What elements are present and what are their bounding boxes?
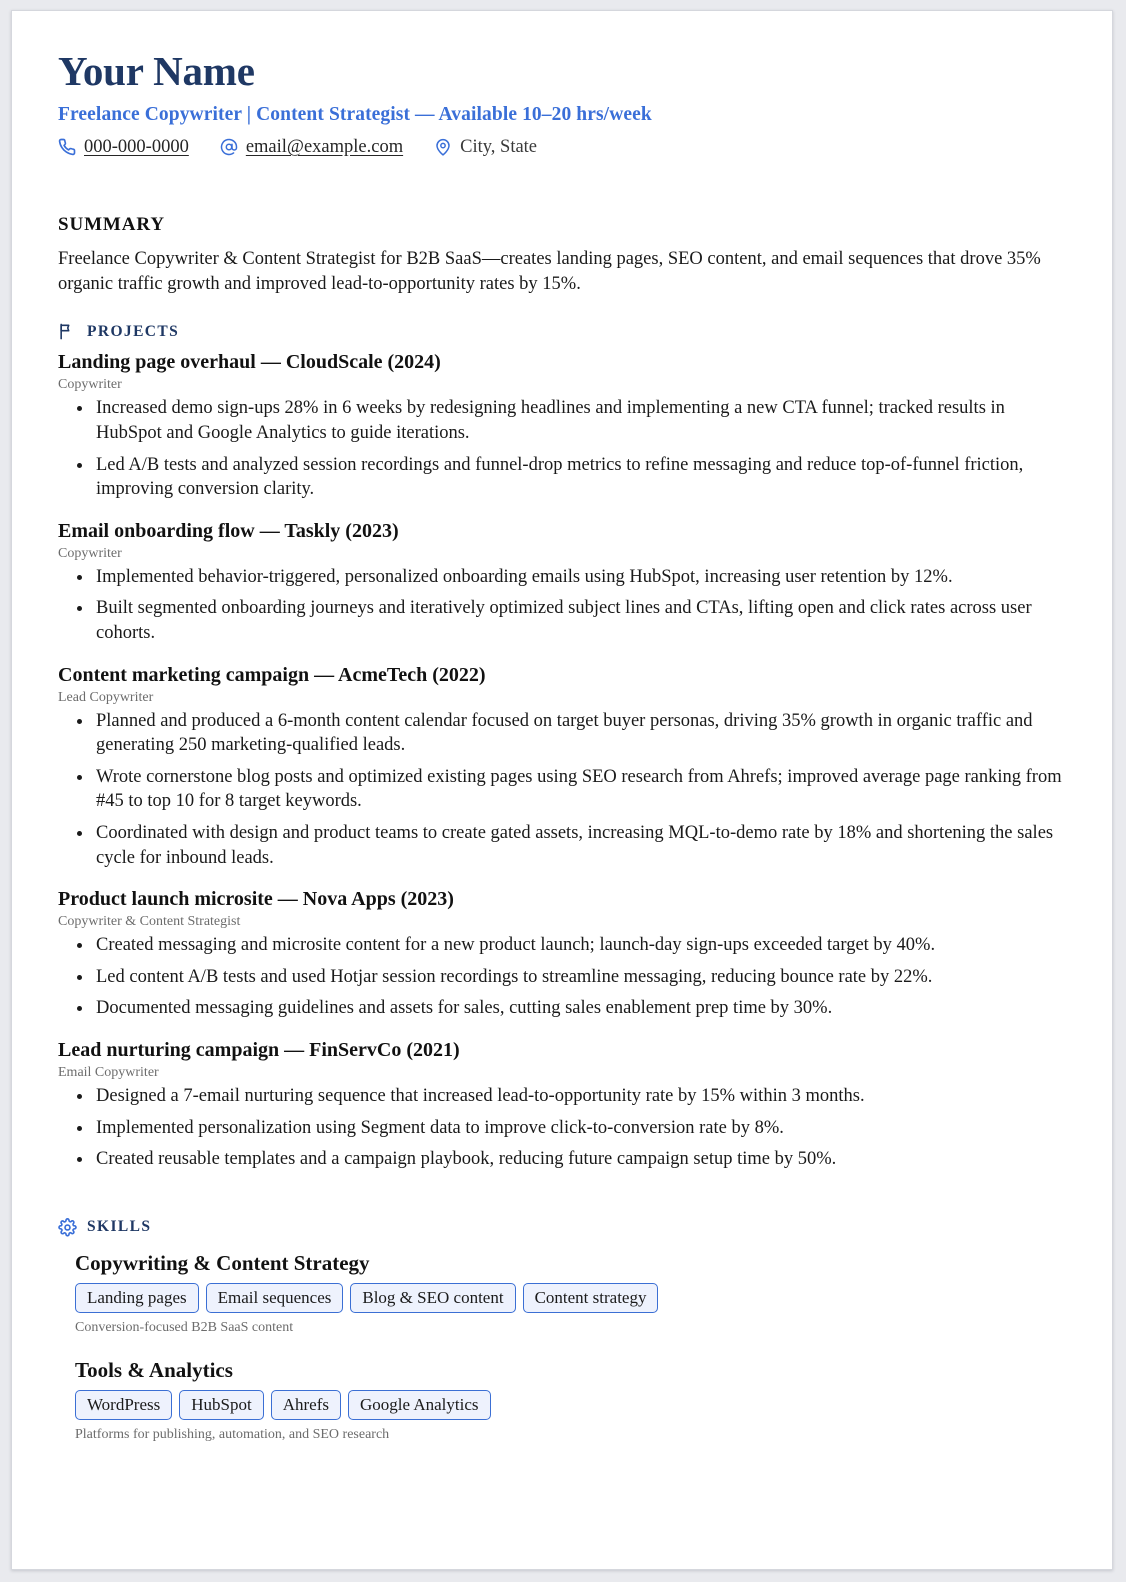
skills-heading-label: SKILLS <box>87 1218 152 1236</box>
project-entry <box>58 1039 1066 1172</box>
projects-heading <box>58 322 1066 341</box>
list-item: Led content A/B tests and used Hotjar session recordings to streamline messaging, reducing bounce rate by 22%. <box>58 965 1066 990</box>
contact-email[interactable] <box>220 137 403 158</box>
project-entry <box>58 351 1066 501</box>
list-item: Wrote cornerstone blog posts and optimized existing pages using SEO research from Ahrefs; improved average page ranking from #45 to top 10 for 8 target keywords. <box>58 765 1066 814</box>
flag-icon <box>58 322 77 341</box>
summary-text: Freelance Copywriter & Content Strategist for B2B SaaS—creates landing pages, SEO content, and email sequences that drove 35% organic traffic growth and improved lead-to-opportunity rates by 15%. <box>58 248 1041 294</box>
contact-phone[interactable] <box>58 137 189 158</box>
project-title: Content marketing campaign — AcmeTech (2022) <box>58 663 486 686</box>
list-item: Built segmented onboarding journeys and iteratively optimized subject lines and CTAs, lifting open and click rates across user cohorts. <box>58 596 1066 645</box>
project-title: Email onboarding flow — Taskly (2023) <box>58 519 399 542</box>
project-role: Copywriter & Content Strategist <box>58 914 241 930</box>
skill-pill[interactable]: Content strategy <box>523 1283 659 1313</box>
projects-heading-label: PROJECTS <box>87 322 180 340</box>
skill-group <box>58 1251 1066 1336</box>
list-item: Led A/B tests and analyzed session recordings and funnel-drop metrics to refine messaging and reduce top-of-funnel friction, improving conversion clarity. <box>58 453 1066 502</box>
project-bullets <box>58 565 1066 646</box>
resume-page <box>11 10 1113 1570</box>
skills-groups <box>58 1251 1066 1444</box>
header-tagline: Freelance Copywriter | Content Strategist — Available 10–20 hrs/week <box>58 103 652 125</box>
map-pin-icon <box>434 138 452 156</box>
skill-pill[interactable]: Ahrefs <box>271 1390 341 1420</box>
project-bullets <box>58 396 1066 501</box>
skill-pill-row <box>58 1390 1066 1420</box>
contact-row <box>58 137 1066 158</box>
projects-section <box>58 322 1066 1171</box>
contact-phone-text: 000-000-0000 <box>84 136 189 157</box>
list-item: Implemented personalization using Segment data to improve click-to-conversion rate by 8%. <box>58 1116 1066 1141</box>
skill-group-name: Tools & Analytics <box>75 1358 233 1382</box>
projects-list <box>58 351 1066 1171</box>
phone-icon <box>58 138 76 156</box>
skill-pill[interactable]: Email sequences <box>206 1283 344 1313</box>
project-bullets <box>58 1084 1066 1172</box>
contact-location-text: City, State <box>460 136 538 157</box>
project-bullets <box>58 933 1066 1021</box>
skill-pill[interactable]: Landing pages <box>75 1283 199 1313</box>
list-item: Designed a 7-email nurturing sequence that increased lead-to-opportunity rate by 15% within 3 months. <box>58 1084 1066 1109</box>
contact-location <box>434 137 537 158</box>
project-bullets <box>58 709 1066 871</box>
summary-heading: SUMMARY <box>58 213 165 235</box>
skill-group <box>58 1358 1066 1443</box>
project-entry <box>58 520 1066 646</box>
summary-section <box>58 214 1066 297</box>
project-entry <box>58 888 1066 1021</box>
skill-pill-row <box>58 1283 1066 1313</box>
project-role: Copywriter <box>58 545 122 561</box>
skill-group-name: Copywriting & Content Strategy <box>75 1250 370 1275</box>
list-item: Increased demo sign-ups 28% in 6 weeks by redesigning headlines and implementing a new CTA funnel; tracked results in HubSpot and Google Analytics to guide iterations. <box>58 396 1066 445</box>
project-role: Copywriter <box>58 377 122 393</box>
page-title: Your Name <box>58 48 255 94</box>
skill-pill[interactable]: Blog & SEO content <box>350 1283 515 1313</box>
skills-heading <box>58 1218 1066 1237</box>
skill-pill[interactable]: HubSpot <box>179 1390 263 1420</box>
project-title: Landing page overhaul — CloudScale (2024) <box>58 351 441 374</box>
resume-header <box>58 49 1066 158</box>
list-item: Created reusable templates and a campaign playbook, reducing future campaign setup time by 50%. <box>58 1147 1066 1172</box>
list-item: Implemented behavior-triggered, personalized onboarding emails using HubSpot, increasing user retention by 12%. <box>58 565 1066 590</box>
project-title: Product launch microsite — Nova Apps (2023) <box>58 888 454 911</box>
project-entry <box>58 664 1066 871</box>
contact-email-text: email@example.com <box>245 136 404 157</box>
project-role: Lead Copywriter <box>58 689 154 705</box>
skill-group-note: Conversion-focused B2B SaaS content <box>75 1320 294 1335</box>
skill-group-note: Platforms for publishing, automation, and SEO research <box>75 1427 390 1443</box>
resume-content <box>12 11 1112 1443</box>
list-item: Planned and produced a 6-month content calendar focused on target buyer personas, driving 35% growth in organic traffic and generating 250 marketing-qualified leads. <box>58 709 1066 758</box>
list-item: Documented messaging guidelines and assets for sales, cutting sales enablement prep time by 30%. <box>58 996 1066 1021</box>
project-title: Lead nurturing campaign — FinServCo (2021) <box>58 1038 460 1061</box>
list-item: Created messaging and microsite content for a new product launch; launch-day sign-ups exceeded target by 40%. <box>58 933 1066 958</box>
skill-pill[interactable]: WordPress <box>75 1390 172 1420</box>
skill-pill[interactable]: Google Analytics <box>348 1390 491 1420</box>
skills-section <box>58 1218 1066 1444</box>
gear-icon <box>58 1218 77 1237</box>
project-role: Email Copywriter <box>58 1064 159 1080</box>
list-item: Coordinated with design and product teams to create gated assets, increasing MQL-to-demo rate by 18% and shortening the sales cycle for inbound leads. <box>58 821 1066 870</box>
at-sign-icon <box>220 138 238 156</box>
